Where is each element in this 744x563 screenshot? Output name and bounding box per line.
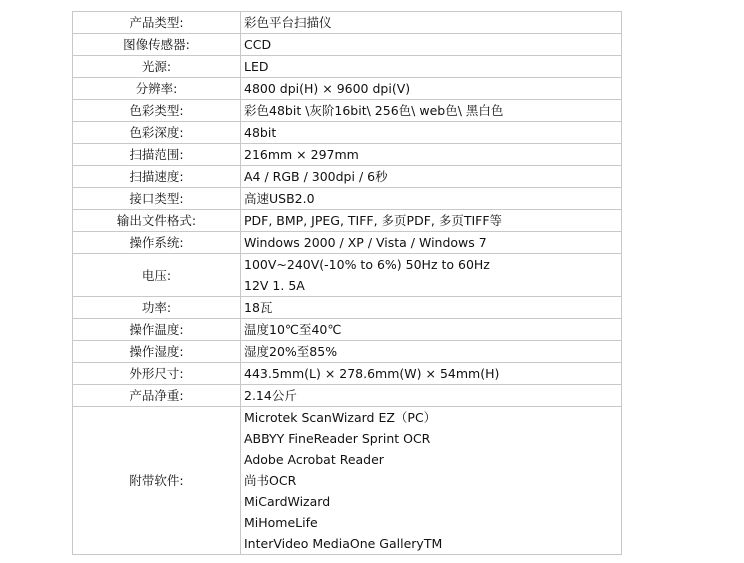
spec-value-line: InterVideo MediaOne GalleryTM: [244, 536, 443, 551]
spec-label: 分辨率:: [73, 78, 241, 100]
spec-label: 操作系统:: [73, 232, 241, 254]
spec-label: 扫描速度:: [73, 166, 241, 188]
spec-row: [73, 12, 622, 34]
spec-label: 色彩类型:: [73, 100, 241, 122]
spec-label: 产品类型:: [73, 12, 241, 34]
spec-value-line: Microtek ScanWizard EZ（PC）: [244, 410, 437, 425]
spec-value-line: 2.14公斤: [244, 388, 297, 403]
spec-row: [73, 100, 622, 122]
spec-value-line: MiCardWizard: [244, 494, 331, 509]
spec-row: [73, 210, 622, 232]
spec-row: [73, 341, 622, 363]
spec-label: 操作温度:: [73, 319, 241, 341]
spec-value: [241, 34, 622, 56]
spec-label: 功率:: [73, 297, 241, 319]
spec-value-line: 100V~240V(-10% to 6%) 50Hz to 60Hz: [244, 257, 490, 272]
spec-value-line: A4 / RGB / 300dpi / 6秒: [244, 169, 388, 184]
spec-value-line: 湿度20%至85%: [244, 344, 338, 359]
spec-table: [72, 11, 622, 555]
spec-value: [241, 232, 622, 254]
spec-value-line: 4800 dpi(H) × 9600 dpi(V): [244, 81, 411, 96]
spec-label: 光源:: [73, 56, 241, 78]
spec-value: [241, 56, 622, 78]
spec-row: [73, 56, 622, 78]
spec-row: [73, 385, 622, 407]
spec-value-line: CCD: [244, 37, 272, 52]
spec-value-line: 18瓦: [244, 300, 273, 315]
spec-label: 输出文件格式:: [73, 210, 241, 232]
spec-value-line: Windows 2000 / XP / Vista / Windows 7: [244, 235, 487, 250]
spec-value-line: PDF, BMP, JPEG, TIFF, 多页PDF, 多页TIFF等: [244, 213, 503, 228]
spec-row: [73, 363, 622, 385]
spec-value: [241, 254, 622, 297]
spec-row: [73, 319, 622, 341]
spec-value-line: 216mm × 297mm: [244, 147, 359, 162]
spec-label: 外形尺寸:: [73, 363, 241, 385]
spec-label: 附带软件:: [73, 407, 241, 555]
spec-value-line: 彩色48bit \灰阶16bit\ 256色\ web色\ 黑白色: [244, 103, 504, 118]
spec-row: [73, 232, 622, 254]
spec-label: 扫描范围:: [73, 144, 241, 166]
spec-value: [241, 166, 622, 188]
spec-value-line: Adobe Acrobat Reader: [244, 452, 384, 467]
spec-value-line: MiHomeLife: [244, 515, 318, 530]
spec-row: [73, 144, 622, 166]
spec-row: [73, 166, 622, 188]
spec-value: [241, 78, 622, 100]
spec-value: [241, 297, 622, 319]
spec-value: [241, 407, 622, 555]
spec-value-line: 高速USB2.0: [244, 191, 315, 206]
spec-row: [73, 407, 622, 555]
spec-row: [73, 188, 622, 210]
spec-value: [241, 100, 622, 122]
spec-label: 接口类型:: [73, 188, 241, 210]
spec-value: [241, 319, 622, 341]
spec-value: [241, 188, 622, 210]
spec-value-line: 48bit: [244, 125, 277, 140]
spec-value-line: 尚书OCR: [244, 473, 297, 488]
spec-value-line: ABBYY FineReader Sprint OCR: [244, 431, 431, 446]
spec-row: [73, 34, 622, 56]
spec-label: 图像传感器:: [73, 34, 241, 56]
spec-value-line: 12V 1. 5A: [244, 278, 305, 293]
spec-value: [241, 363, 622, 385]
spec-value: [241, 341, 622, 363]
spec-label: 色彩深度:: [73, 122, 241, 144]
spec-value: [241, 12, 622, 34]
spec-label: 产品净重:: [73, 385, 241, 407]
spec-row: [73, 122, 622, 144]
spec-value-line: 443.5mm(L) × 278.6mm(W) × 54mm(H): [244, 366, 500, 381]
spec-value-line: LED: [244, 59, 269, 74]
spec-row: [73, 297, 622, 319]
spec-value: [241, 385, 622, 407]
spec-label: 操作湿度:: [73, 341, 241, 363]
spec-value-line: 彩色平台扫描仪: [244, 15, 332, 30]
spec-value: [241, 122, 622, 144]
spec-value: [241, 210, 622, 232]
spec-value: [241, 144, 622, 166]
spec-label: 电压:: [73, 254, 241, 297]
spec-table-body: [73, 12, 622, 555]
spec-value-line: 温度10℃至40℃: [244, 322, 342, 337]
spec-row: [73, 78, 622, 100]
spec-row: [73, 254, 622, 297]
